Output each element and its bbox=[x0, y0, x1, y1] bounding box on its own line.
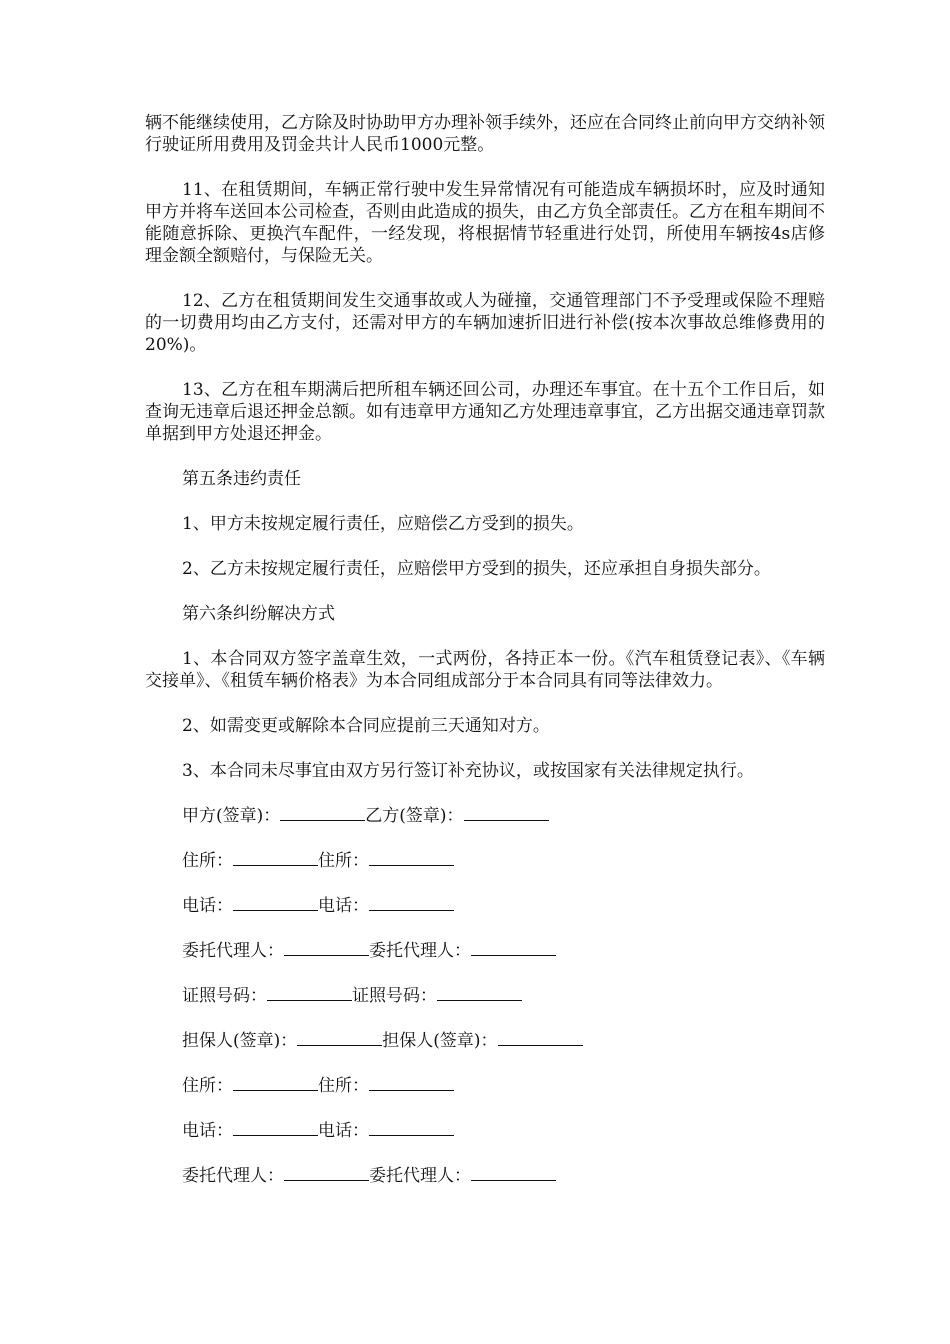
clause-11: 11、在租赁期间，车辆正常行驶中发生异常情况有可能造成车辆损坏时，应及时通知甲方并将车送回本公司检查，否则由此造成的损失，由乙方负全部责任。乙方在租车期间不能随意拆除、更换汽车配件，一经发现，将根据情节轻重进行处罚，所使用车辆按4s店修理金额全额赔付，与保险无关。 bbox=[145, 180, 825, 266]
signature-row-id-number bbox=[145, 985, 825, 1007]
party-a-id-label: 证照号码： bbox=[182, 986, 267, 1006]
party-a-agent-blank[interactable] bbox=[284, 941, 369, 956]
party-b-agent-label: 委托代理人： bbox=[369, 941, 471, 961]
guarantor-a-phone-blank[interactable] bbox=[233, 1121, 318, 1136]
party-a-phone-blank[interactable] bbox=[233, 896, 318, 911]
clause-13: 13、乙方在租车期满后把所租车辆还回公司，办理还车事宜。在十五个工作日后，如查询无违章后退还押金总额。如有违章甲方通知乙方处理违章事宜，乙方出据交通违章罚款单据到甲方处退还押金。 bbox=[145, 380, 825, 444]
signature-row-agent bbox=[145, 940, 825, 962]
party-b-id-blank[interactable] bbox=[437, 986, 522, 1001]
party-b-address-blank[interactable] bbox=[369, 851, 454, 866]
signature-row-guarantor-address bbox=[145, 1075, 825, 1097]
party-a-agent-label: 委托代理人： bbox=[182, 941, 284, 961]
signature-row-phone bbox=[145, 895, 825, 917]
guarantor-b-address-label: 住所： bbox=[318, 1076, 369, 1096]
guarantor-a-agent-blank[interactable] bbox=[284, 1166, 369, 1181]
guarantor-b-agent-blank[interactable] bbox=[471, 1166, 556, 1181]
guarantor-a-signature-blank[interactable] bbox=[297, 1031, 382, 1046]
guarantor-b-phone-blank[interactable] bbox=[369, 1121, 454, 1136]
article-6-heading: 第六条纠纷解决方式 bbox=[182, 604, 335, 624]
signature-row-address bbox=[145, 850, 825, 872]
guarantor-a-signature-label: 担保人(签章)： bbox=[182, 1031, 298, 1051]
party-b-phone-blank[interactable] bbox=[369, 896, 454, 911]
article-5-item-2: 2、乙方未按规定履行责任，应赔偿甲方受到的损失，还应承担自身损失部分。 bbox=[182, 559, 771, 579]
article-6-item-1: 1、本合同双方签字盖章生效，一式两份，各持正本一份。《汽车租赁登记表》、《车辆交接单》、《租赁车辆价格表》为本合同组成部分于本合同具有同等法律效力。 bbox=[145, 649, 825, 691]
guarantor-a-agent-label: 委托代理人： bbox=[182, 1166, 284, 1186]
signature-row-party bbox=[145, 805, 825, 827]
party-a-signature-label: 甲方(签章)： bbox=[182, 806, 281, 826]
guarantor-b-signature-blank[interactable] bbox=[498, 1031, 583, 1046]
article-6-item-2: 2、如需变更或解除本合同应提前三天通知对方。 bbox=[182, 716, 550, 736]
signature-row-guarantor bbox=[145, 1030, 825, 1052]
signature-row-guarantor-agent bbox=[145, 1165, 825, 1187]
party-a-id-blank[interactable] bbox=[267, 986, 352, 1001]
article-6-item-3: 3、本合同未尽事宜由双方另行签订补充协议，或按国家有关法律规定执行。 bbox=[182, 761, 754, 781]
party-a-signature-blank[interactable] bbox=[280, 806, 365, 821]
guarantor-b-phone-label: 电话： bbox=[318, 1121, 369, 1141]
guarantor-b-signature-label: 担保人(签章)： bbox=[382, 1031, 498, 1051]
clause-continuation: 辆不能继续使用，乙方除及时协助甲方办理补领手续外，还应在合同终止前向甲方交纳补领行驶证所用费用及罚金共计人民币1000元整。 bbox=[145, 113, 825, 155]
clause-12: 12、乙方在租赁期间发生交通事故或人为碰撞，交通管理部门不予受理或保险不理赔的一切费用均由乙方支付，还需对甲方的车辆加速折旧进行补偿(按本次事故总维修费用的20%)。 bbox=[145, 291, 825, 355]
party-b-id-label: 证照号码： bbox=[352, 986, 437, 1006]
guarantor-b-address-blank[interactable] bbox=[369, 1076, 454, 1091]
article-5-item-1: 1、甲方未按规定履行责任，应赔偿乙方受到的损失。 bbox=[182, 514, 584, 534]
party-a-address-blank[interactable] bbox=[233, 851, 318, 866]
signature-row-guarantor-phone bbox=[145, 1120, 825, 1142]
party-a-phone-label: 电话： bbox=[182, 896, 233, 916]
guarantor-a-phone-label: 电话： bbox=[182, 1121, 233, 1141]
party-a-address-label: 住所： bbox=[182, 851, 233, 871]
party-b-signature-label: 乙方(签章)： bbox=[365, 806, 464, 826]
party-b-agent-blank[interactable] bbox=[471, 941, 556, 956]
guarantor-a-address-label: 住所： bbox=[182, 1076, 233, 1096]
contract-page bbox=[145, 112, 825, 1210]
party-b-phone-label: 电话： bbox=[318, 896, 369, 916]
party-b-address-label: 住所： bbox=[318, 851, 369, 871]
guarantor-a-address-blank[interactable] bbox=[233, 1076, 318, 1091]
party-b-signature-blank[interactable] bbox=[464, 806, 549, 821]
guarantor-b-agent-label: 委托代理人： bbox=[369, 1166, 471, 1186]
article-5-heading: 第五条违约责任 bbox=[182, 469, 301, 489]
